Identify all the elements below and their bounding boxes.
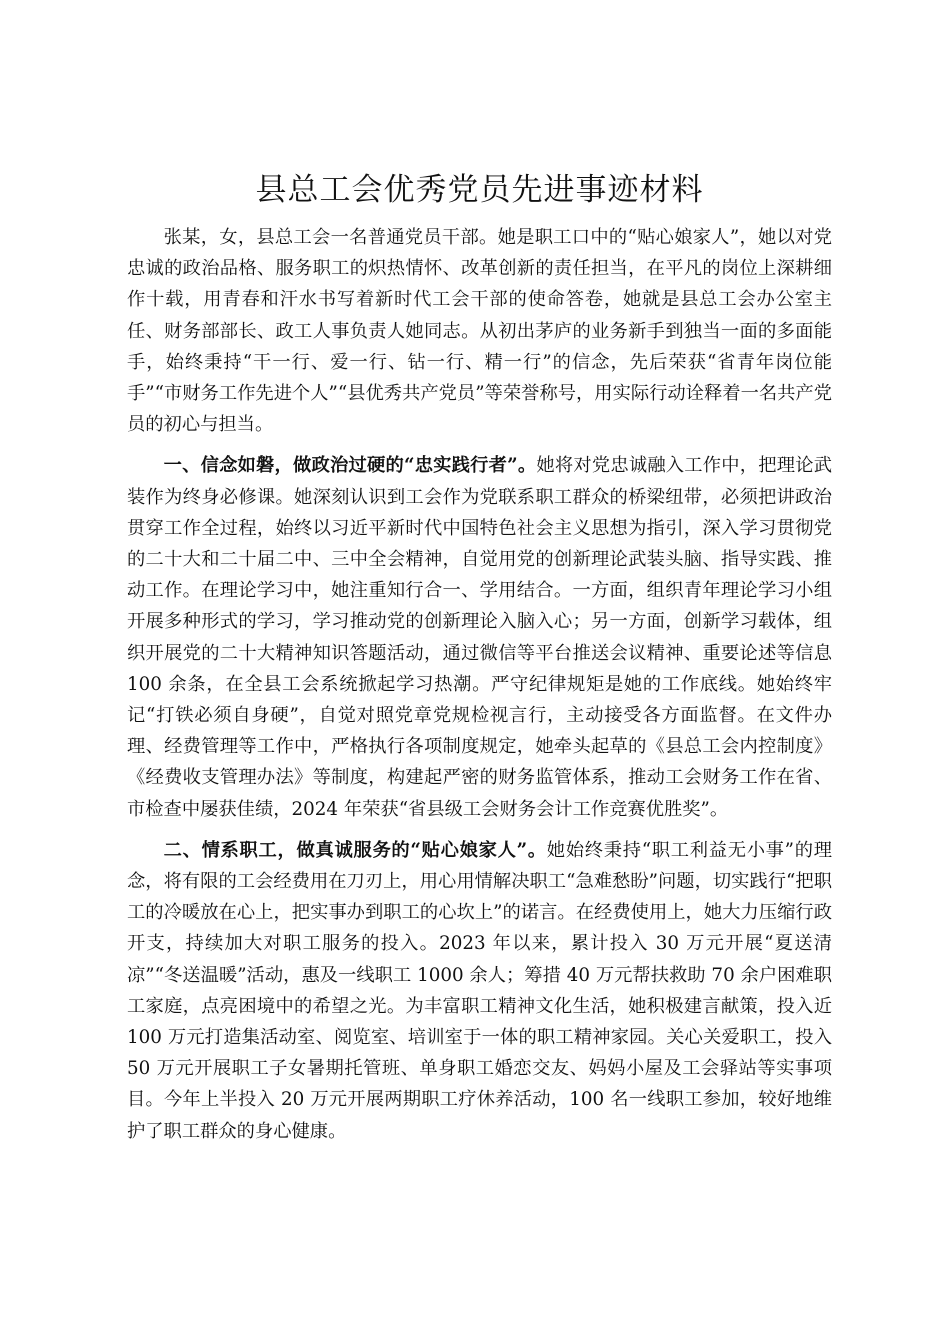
section-1-heading: 一、信念如磐，做政治过硬的“忠实践行者”。 (163, 455, 537, 477)
section-2-body: 她始终秉持“职工利益无小事”的理念，将有限的工会经费用在刀刃上，用心用情解决职工“急难愁盼”问题，切实践行“把职工的冷暖放在心上，把实事办到职工的心坎上”的诺言。在经费使用上，她大力压缩行政开支，持续加大对职工服务的投入。2023 年以来，累计投入 30 万元开展“夏送清凉”“冬送温暖”活动，惠及一线职工 1000 余人；筹措 40 万元帮扶救助 70 余户困难职工家庭，点亮困境中的希望之光。为丰富职工精神文化生活，她积极建言献策，投入近 100 万元打造集活动室、阅览室、培训室于一体的职工精神家园。关心关爱职工，投入 50 万元开展职工子女暑期托管班、单身职工婚恋交友、妈妈小屋及工会驿站等实事项目。今年上半投入 20 万元开展两期职工疗休养活动，100 名一线职工参加，较好地维护了职工群众的身心健康。 (127, 839, 832, 1142)
section-2-heading: 二、情系职工，做真诚服务的“贴心娘家人”。 (163, 839, 547, 861)
intro-paragraph: 张某，女，县总工会一名普通党员干部。她是职工口中的“贴心娘家人”，她以对党忠诚的政治品格、服务职工的炽热情怀、改革创新的责任担当，在平凡的岗位上深耕细作十载，用青春和汗水书写着新时代工会干部的使命答卷，她就是县总工会办公室主任、财务部部长、政工人事负责人她同志。从初出茅庐的业务新手到独当一面的多面能手，始终秉持“干一行、爱一行、钻一行、精一行”的信念，先后荣获“省青年岗位能手”“市财务工作先进个人”“县优秀共产党员”等荣誉称号，用实际行动诠释着一名共产党员的初心与担当。 (127, 227, 832, 436)
section-1-paragraph (127, 450, 832, 824)
section-1-body: 她将对党忠诚融入工作中，把理论武装作为终身必修课。她深刻认识到工会作为党联系职工群众的桥梁纽带，必须把讲政治贯穿工作全过程，始终以习近平新时代中国特色社会主义思想为指引，深入学习贯彻党的二十大和二十届二中、三中全会精神，自觉用党的创新理论武装头脑、指导实践、推动工作。在理论学习中，她注重知行合一、学用结合。一方面，组织青年理论学习小组开展多种形式的学习，学习推动党的创新理论入脑入心；另一方面，创新学习载体，组织开展党的二十大精神知识答题活动，通过微信等平台推送会议精神、重要论述等信息 100 余条，在全县工会系统掀起学习热潮。严守纪律规矩是她的工作底线。她始终牢记“打铁必须自身硬”，自觉对照党章党规检视言行，主动接受各方面监督。在文件办理、经费管理等工作中，严格执行各项制度规定，她牵头起草的《县总工会内控制度》《经费收支管理办法》等制度，构建起严密的财务监管体系，推动工会财务工作在省、市检查中屡获佳绩，2024 年荣获“省县级工会财务会计工作竞赛优胜奖”。 (127, 455, 833, 820)
section-2-paragraph (127, 835, 832, 1147)
document-body (127, 166, 832, 1147)
page-title: 县总工会优秀党员先进事迹材料 (255, 172, 704, 208)
